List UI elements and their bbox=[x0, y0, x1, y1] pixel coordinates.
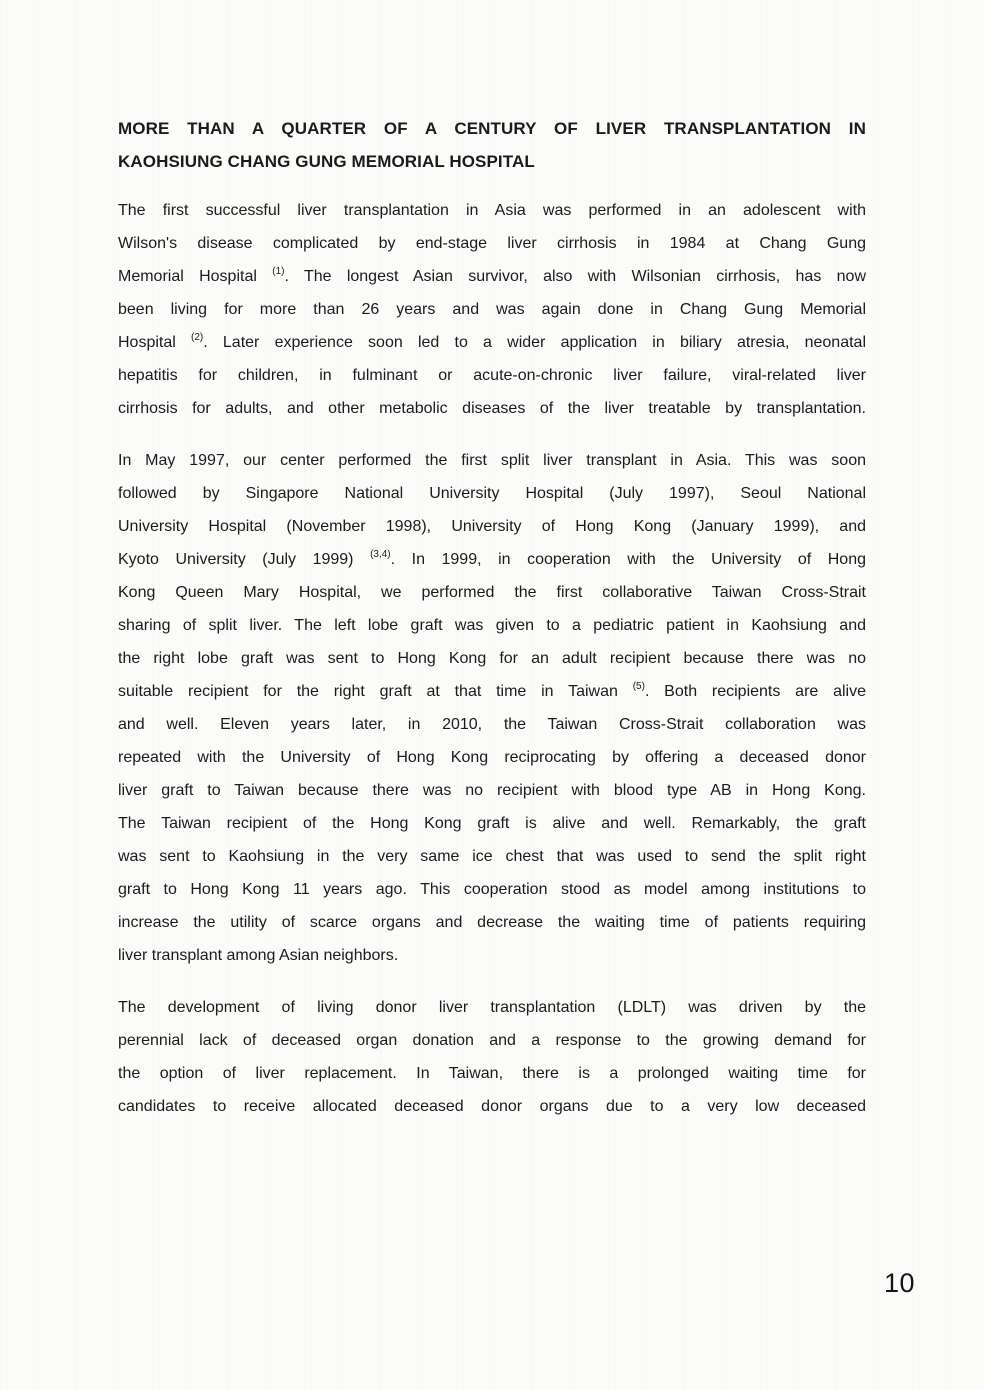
text-line: candidates to receive allocated deceased donor organs due to a very low deceased bbox=[118, 1098, 866, 1115]
superscript-citation: (5) bbox=[632, 681, 645, 692]
text-line: was sent to Kaohsiung in the very same ice chest that was used to send the split right bbox=[118, 848, 866, 865]
text-line: repeated with the University of Hong Kong reciprocating by offering a deceased donor bbox=[118, 749, 866, 766]
text-line: University Hospital (November 1998), University of Hong Kong (January 1999), and bbox=[118, 518, 866, 535]
text-line: and well. Eleven years later, in 2010, the Taiwan Cross-Strait collaboration was bbox=[118, 716, 866, 733]
document-title bbox=[118, 112, 866, 178]
document-content bbox=[118, 112, 866, 1123]
text-line: graft to Hong Kong 11 years ago. This cooperation stood as model among institutions to bbox=[118, 881, 866, 898]
text-line: increase the utility of scarce organs and decrease the waiting time of patients requiring bbox=[118, 914, 866, 931]
text-line: Kong Queen Mary Hospital, we performed the first collaborative Taiwan Cross-Strait bbox=[118, 584, 866, 601]
text-line: In May 1997, our center performed the first split liver transplant in Asia. This was soon bbox=[118, 452, 866, 469]
text-line: Kyoto University (July 1999) $^{(3,4)}$. In 1999, in cooperation with the University of Hong bbox=[118, 549, 866, 568]
page-number: 10 bbox=[884, 1268, 916, 1298]
text-line: The first successful liver transplantation in Asia was performed in an adolescent with bbox=[118, 202, 866, 219]
text-line: The Taiwan recipient of the Hong Kong graft is alive and well. Remarkably, the graft bbox=[118, 815, 866, 832]
text-line: Hospital $^{(2)}$. Later experience soon led to a wider application in biliary atresia, neonatal bbox=[118, 332, 867, 351]
paragraph bbox=[118, 444, 866, 972]
text-line: perennial lack of deceased organ donation and a response to the growing demand for bbox=[118, 1032, 866, 1049]
text-line: The development of living donor liver transplantation (LDLT) was driven by the bbox=[118, 999, 866, 1016]
text-line: hepatitis for children, in fulminant or acute-on-chronic liver failure, viral-related liver bbox=[118, 367, 866, 384]
superscript-citation: (2) bbox=[191, 332, 204, 343]
text-line: the right lobe graft was sent to Hong Kong for an adult recipient because there was no bbox=[118, 650, 866, 667]
text-line: sharing of split liver. The left lobe graft was given to a pediatric patient in Kaohsiung and bbox=[118, 617, 866, 634]
title-line: MORE THAN A QUARTER OF A CENTURY OF LIVER TRANSPLANTATION IN bbox=[118, 119, 866, 138]
text-line: liver transplant among Asian neighbors. bbox=[118, 947, 399, 964]
text-line: suitable recipient for the right graft at that time in Taiwan $^{(5)}$. Both recipients are alive bbox=[118, 681, 866, 700]
title-line: KAOHSIUNG CHANG GUNG MEMORIAL HOSPITAL bbox=[118, 152, 535, 171]
text-line: liver graft to Taiwan because there was no recipient with blood type AB in Hong Kong. bbox=[118, 782, 866, 799]
text-line: cirrhosis for adults, and other metabolic diseases of the liver treatable by transplantation. bbox=[118, 400, 866, 417]
superscript-citation: (3,4) bbox=[370, 549, 391, 560]
text-line: followed by Singapore National University Hospital (July 1997), Seoul National bbox=[118, 485, 866, 502]
paragraph bbox=[118, 991, 866, 1123]
paragraph bbox=[118, 194, 866, 425]
superscript-citation: (1) bbox=[272, 266, 285, 277]
text-line: been living for more than 26 years and was again done in Chang Gung Memorial bbox=[118, 301, 866, 318]
document-body bbox=[118, 194, 866, 1123]
text-line: Wilson's disease complicated by end-stage liver cirrhosis in 1984 at Chang Gung bbox=[118, 235, 866, 252]
text-line: Memorial Hospital $^{(1)}$. The longest Asian survivor, also with Wilsonian cirrhosis, has now bbox=[118, 266, 866, 285]
text-line: the option of liver replacement. In Taiwan, there is a prolonged waiting time for bbox=[118, 1065, 866, 1082]
